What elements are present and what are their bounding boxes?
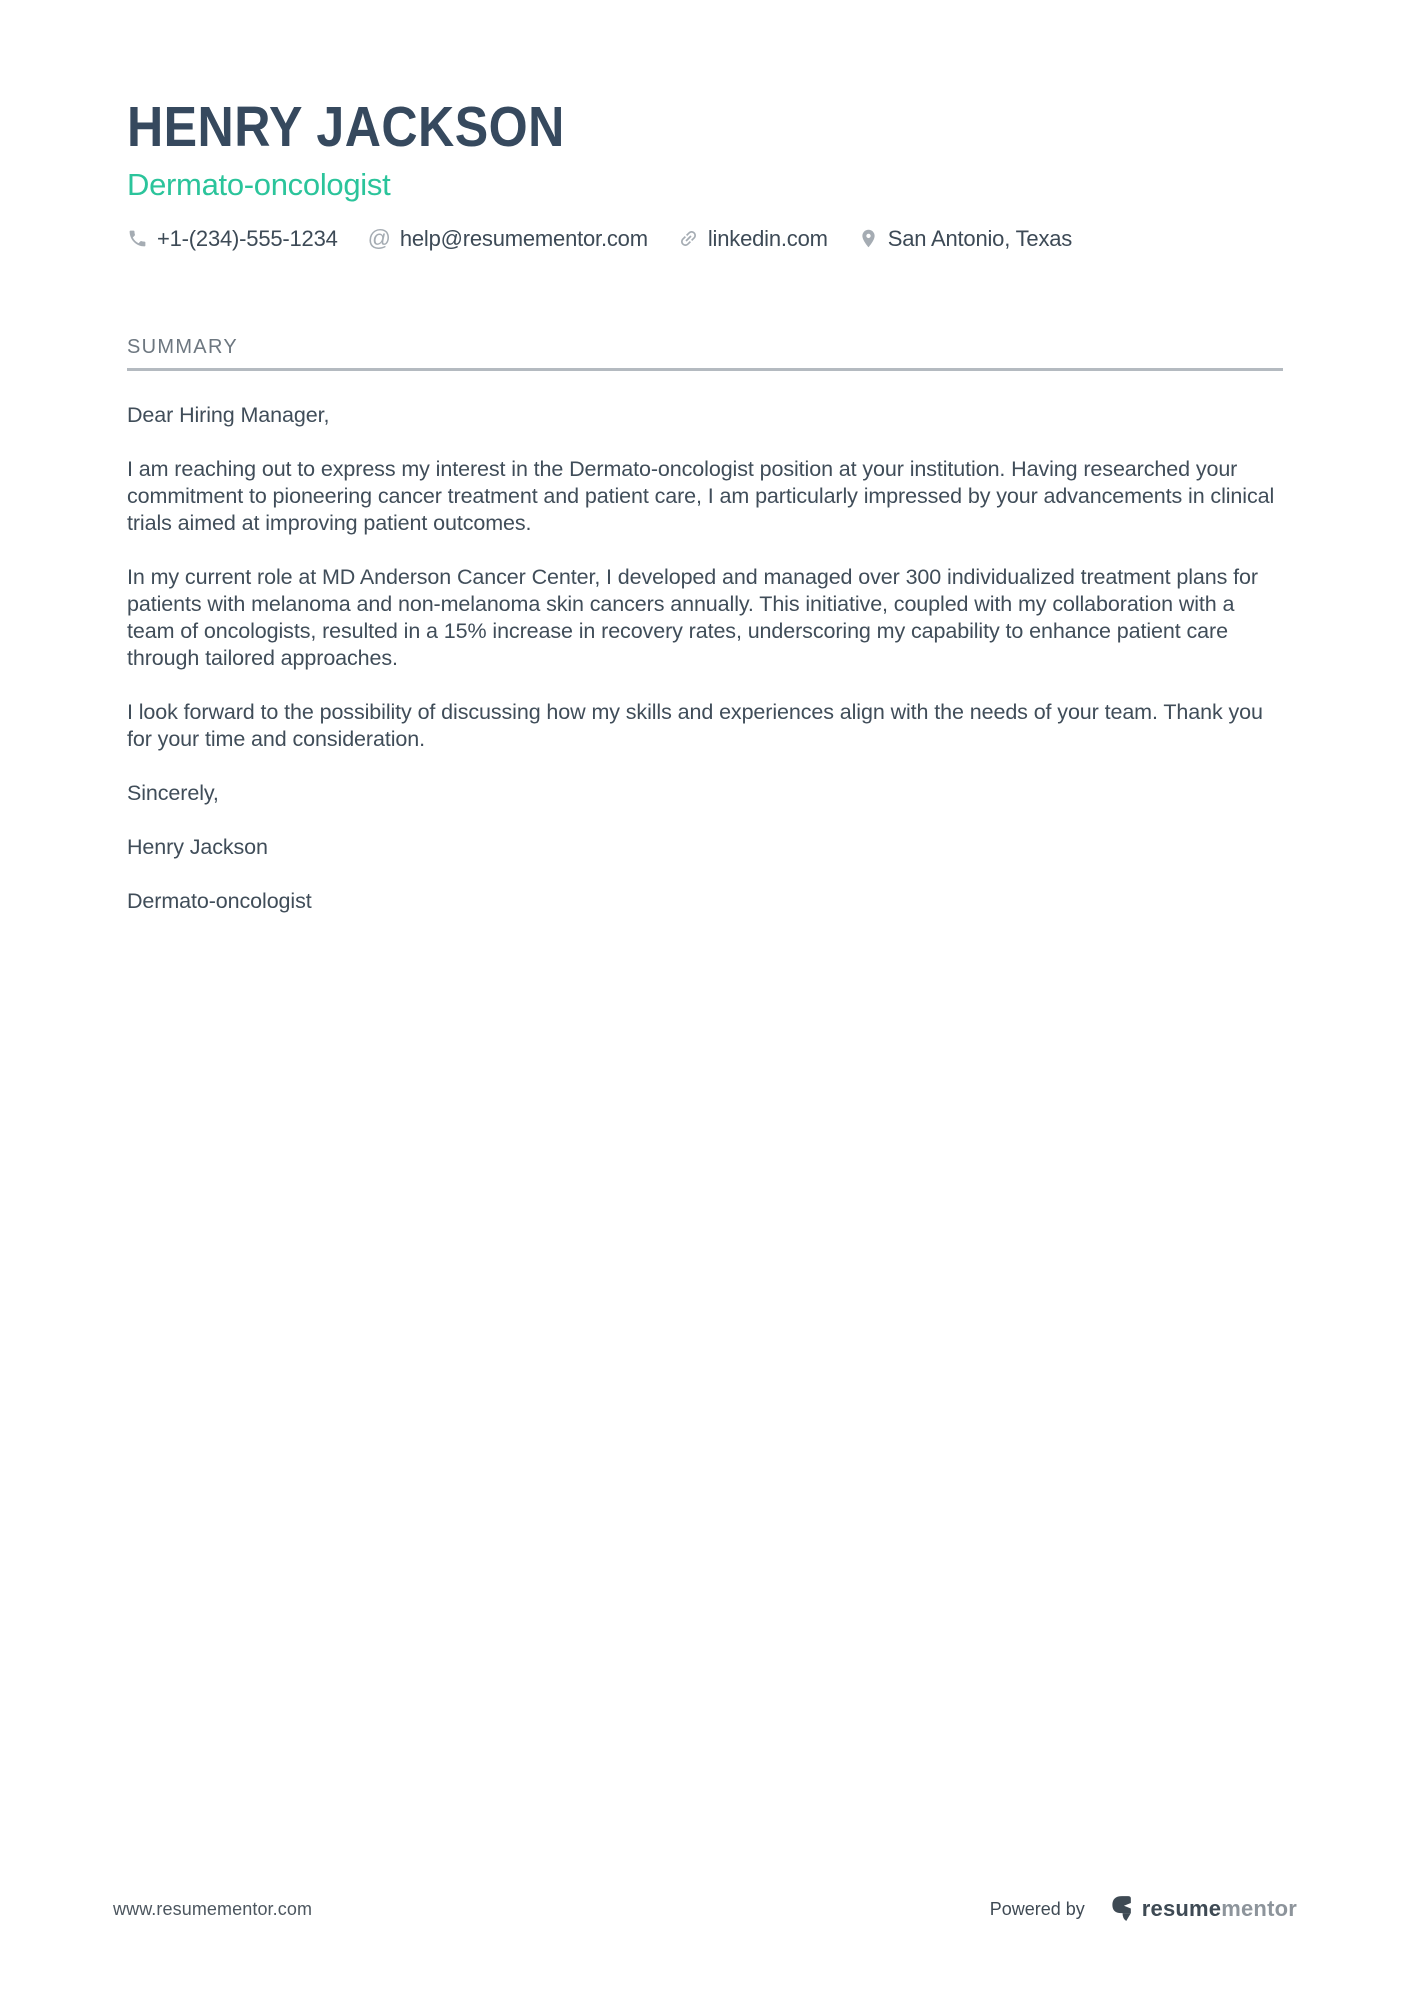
contact-location-value: San Antonio, Texas xyxy=(887,225,1073,251)
letter-paragraph: I look forward to the possibility of discussing how my skills and experiences align with the needs of your team. Thank you for your time and consideration. xyxy=(127,699,1263,751)
footer-site-url[interactable]: www.resumementor.com xyxy=(113,1898,313,1919)
section-divider xyxy=(127,368,1283,371)
candidate-name: HENRY JACKSON xyxy=(127,95,565,159)
link-icon xyxy=(678,228,699,249)
contact-row xyxy=(127,226,1283,252)
contact-phone-value: +1-(234)-555-1234 xyxy=(157,225,338,251)
brand-wordmark xyxy=(1142,1898,1297,1920)
phone-icon xyxy=(127,228,148,249)
letter-content xyxy=(0,0,1410,915)
candidate-job-title: Dermato-oncologist xyxy=(127,166,391,202)
location-pin-icon xyxy=(858,228,879,249)
brand-wordmark-bold: resume xyxy=(1141,1896,1222,1921)
signature-title: Dermato-oncologist xyxy=(127,888,312,913)
letter-paragraph: In my current role at MD Anderson Cancer Center, I developed and managed over 300 individualized treatment plans for patients with melanoma and non-melanoma skin cancers annually. This initiative, coupled with my collaboration with a team of oncologists, resulted in a 15% increase in recovery rates, underscoring my capability to enhance patient care through tailored approaches. xyxy=(127,564,1258,670)
summary-section-label: SUMMARY xyxy=(127,335,238,358)
letter-greeting: Dear Hiring Manager, xyxy=(127,402,330,427)
contact-email[interactable] xyxy=(368,226,648,252)
contact-location xyxy=(858,226,1072,252)
letter-paragraph: I am reaching out to express my interest in the Dermato-oncologist position at your institution. Having researched your commitment to pioneering cancer treatment and patient care, I am particularly impressed by your advancements in clinical trials aimed at improving patient outcomes. xyxy=(127,456,1275,535)
resumementor-brand[interactable] xyxy=(1111,1895,1297,1923)
contact-link-value: linkedin.com xyxy=(707,225,828,251)
signature-name: Henry Jackson xyxy=(127,834,268,859)
contact-phone[interactable] xyxy=(127,226,338,252)
letter-closing: Sincerely, xyxy=(127,780,219,805)
summary-section xyxy=(127,336,1283,915)
contact-link[interactable] xyxy=(678,226,828,252)
resumementor-logo-icon xyxy=(1111,1895,1135,1923)
at-sign-icon: @ xyxy=(367,225,391,252)
contact-email-value: help@resumementor.com xyxy=(399,225,648,251)
letter-body xyxy=(127,402,1283,915)
powered-by-block xyxy=(990,1895,1297,1923)
brand-wordmark-light: mentor xyxy=(1221,1896,1297,1921)
page-footer xyxy=(113,1895,1297,1923)
powered-by-label: Powered by xyxy=(989,1898,1085,1919)
